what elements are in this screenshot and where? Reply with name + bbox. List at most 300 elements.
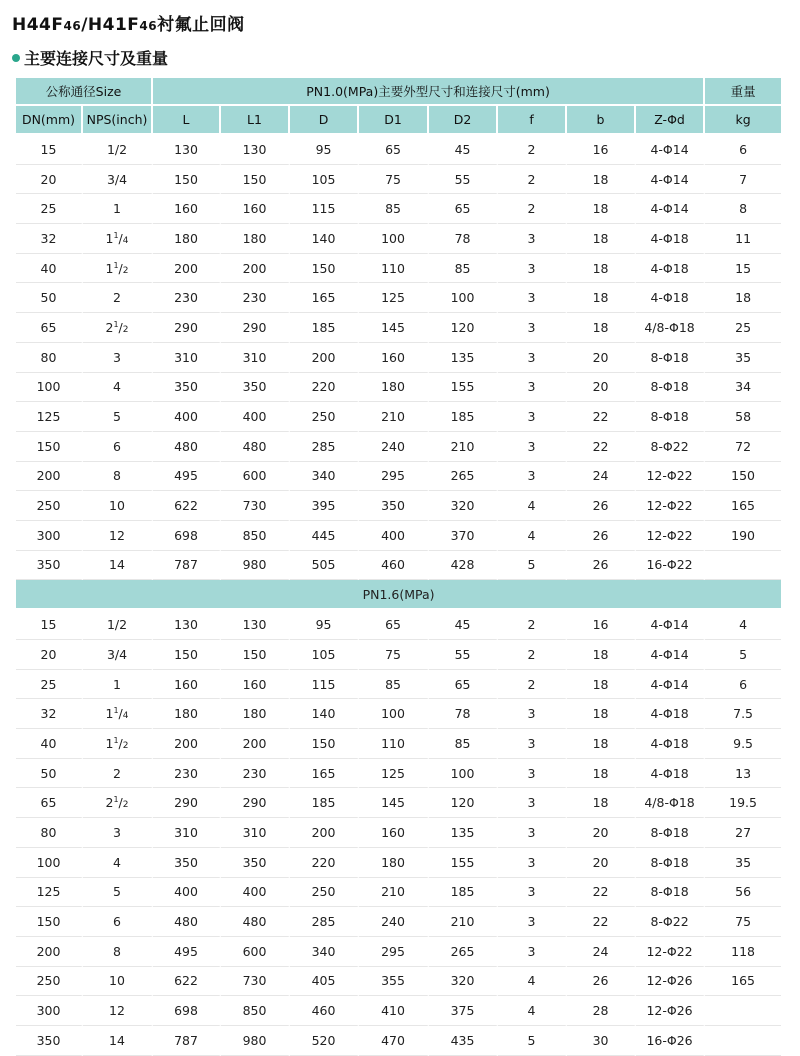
table-cell: 40 — [16, 729, 83, 759]
table-cell: 370 — [429, 521, 498, 551]
table-cell: 2 — [83, 283, 153, 313]
table-cell: 26 — [567, 967, 636, 997]
table-cell: 220 — [290, 373, 359, 403]
table-cell: 3/4 — [83, 165, 153, 195]
table-cell: 200 — [153, 254, 221, 284]
table-cell: 230 — [221, 759, 290, 789]
table-cell: 310 — [153, 343, 221, 373]
column-header: NPS(inch) — [83, 106, 153, 135]
table-cell: 8-Φ18 — [636, 818, 705, 848]
table-cell: 105 — [290, 640, 359, 670]
table-cell: 4-Φ14 — [636, 165, 705, 195]
table-cell: 7 — [705, 165, 781, 195]
table-cell: 20 — [567, 848, 636, 878]
table-cell: 980 — [221, 551, 290, 581]
table-cell: 4 — [498, 521, 567, 551]
column-header: D — [290, 106, 359, 135]
table-cell: 135 — [429, 343, 498, 373]
table-cell: 160 — [153, 670, 221, 700]
table-cell: 787 — [153, 1026, 221, 1056]
table-cell: 80 — [16, 818, 83, 848]
table-cell: 75 — [359, 165, 429, 195]
table-cell: 3 — [498, 788, 567, 818]
table-cell: 18 — [567, 729, 636, 759]
table-cell: 150 — [153, 640, 221, 670]
table-cell: 16 — [567, 135, 636, 165]
table-cell: 95 — [290, 610, 359, 640]
table-cell: 180 — [221, 224, 290, 254]
table-cell: 4-Φ14 — [636, 670, 705, 700]
table-cell: 65 — [359, 610, 429, 640]
table-cell: 130 — [221, 135, 290, 165]
table-cell: 22 — [567, 878, 636, 908]
table-cell: 25 — [16, 670, 83, 700]
table-cell: 160 — [359, 818, 429, 848]
table-cell: 180 — [221, 699, 290, 729]
table-cell: 12-Φ22 — [636, 462, 705, 492]
table-cell: 3 — [498, 373, 567, 403]
table-cell: 290 — [221, 788, 290, 818]
table-cell: 250 — [16, 491, 83, 521]
table-cell: 850 — [221, 521, 290, 551]
table-row — [16, 491, 781, 521]
table-cell: 405 — [290, 967, 359, 997]
table-cell: 200 — [153, 729, 221, 759]
table-cell: 180 — [359, 848, 429, 878]
table-cell: 980 — [221, 1026, 290, 1056]
table-cell: 8 — [83, 462, 153, 492]
table-cell: 2 — [498, 640, 567, 670]
table-row — [16, 402, 781, 432]
table-cell: 400 — [153, 878, 221, 908]
table-cell: 65 — [16, 313, 83, 343]
size-group-header: 公称通径Size — [16, 78, 153, 106]
table-cell: 72 — [705, 432, 781, 462]
table-cell: 290 — [153, 788, 221, 818]
table-cell: $1^1/4$ — [83, 699, 153, 729]
table-cell: 200 — [290, 818, 359, 848]
section-heading — [12, 46, 168, 69]
table-cell: 1 — [83, 670, 153, 700]
table-cell: 3 — [498, 343, 567, 373]
table-cell: 350 — [16, 1026, 83, 1056]
table-cell: 95 — [290, 135, 359, 165]
section-heading-text: 主要连接尺寸及重量 — [24, 49, 169, 68]
table-cell: 15 — [16, 610, 83, 640]
table-cell: 165 — [705, 491, 781, 521]
table-row — [16, 996, 781, 1026]
table-cell: 200 — [16, 462, 83, 492]
table-cell: 230 — [153, 283, 221, 313]
table-cell: 100 — [16, 373, 83, 403]
table-cell: 350 — [153, 848, 221, 878]
table-row — [16, 1026, 781, 1056]
table-cell: 180 — [153, 224, 221, 254]
table-cell: 2 — [498, 670, 567, 700]
table-cell: 3 — [498, 937, 567, 967]
table-cell: 290 — [153, 313, 221, 343]
table-cell: 45 — [429, 610, 498, 640]
table-cell: 2 — [498, 610, 567, 640]
table-cell: 210 — [429, 907, 498, 937]
table-cell: 400 — [153, 402, 221, 432]
table-cell: 25 — [705, 313, 781, 343]
table-row — [16, 699, 781, 729]
table-row — [16, 937, 781, 967]
table-row — [16, 224, 781, 254]
table-cell: 105 — [290, 165, 359, 195]
table-cell: 470 — [359, 1026, 429, 1056]
table-cell: 65 — [16, 788, 83, 818]
table-cell: 600 — [221, 462, 290, 492]
table-cell: 3 — [83, 343, 153, 373]
table-cell: 26 — [567, 521, 636, 551]
table-cell: 410 — [359, 996, 429, 1026]
table-cell: 185 — [429, 402, 498, 432]
table-cell: 495 — [153, 937, 221, 967]
table-cell: 250 — [16, 967, 83, 997]
table-cell: 18 — [567, 165, 636, 195]
table-cell: 200 — [290, 343, 359, 373]
table-cell: 180 — [153, 699, 221, 729]
table-cell: 1/2 — [83, 135, 153, 165]
table-cell — [705, 996, 781, 1026]
table-cell: 2 — [83, 759, 153, 789]
table-cell: 18 — [567, 254, 636, 284]
table-cell: 9.5 — [705, 729, 781, 759]
table-cell: 145 — [359, 788, 429, 818]
table-cell: 395 — [290, 491, 359, 521]
table-cell: 265 — [429, 462, 498, 492]
table-row — [16, 254, 781, 284]
table-cell: 285 — [290, 907, 359, 937]
table-cell: 295 — [359, 937, 429, 967]
table-cell: 230 — [221, 283, 290, 313]
table-cell: 622 — [153, 491, 221, 521]
table-cell: 8-Φ22 — [636, 907, 705, 937]
table-cell: 11 — [705, 224, 781, 254]
table-cell: 14 — [83, 1026, 153, 1056]
table-cell: 310 — [221, 343, 290, 373]
table-cell: 26 — [567, 551, 636, 581]
table-cell: 130 — [153, 610, 221, 640]
table-cell: 340 — [290, 462, 359, 492]
table-cell: 5 — [498, 551, 567, 581]
table-cell: 85 — [359, 670, 429, 700]
table-cell: 45 — [429, 135, 498, 165]
table-cell: 8 — [83, 937, 153, 967]
table-cell: 18 — [567, 224, 636, 254]
table-cell: 285 — [290, 432, 359, 462]
table-cell: 3 — [498, 818, 567, 848]
table-cell: 75 — [359, 640, 429, 670]
title-part: H44F — [12, 15, 64, 35]
column-header: L1 — [221, 106, 290, 135]
table-cell: 50 — [16, 759, 83, 789]
table-cell: 730 — [221, 491, 290, 521]
table-cell: 8-Φ18 — [636, 848, 705, 878]
table-cell: 698 — [153, 996, 221, 1026]
table-cell: 3 — [498, 224, 567, 254]
table-cell: 5 — [83, 878, 153, 908]
table-cell: 3 — [498, 283, 567, 313]
table-cell: 8-Φ18 — [636, 878, 705, 908]
spec-table — [16, 78, 781, 1056]
table-cell: 240 — [359, 432, 429, 462]
table-cell: 3 — [498, 907, 567, 937]
bullet-dot-icon — [12, 54, 20, 62]
table-cell: 118 — [705, 937, 781, 967]
table-cell: 3 — [498, 699, 567, 729]
table-cell: 150 — [221, 165, 290, 195]
table-cell: 110 — [359, 729, 429, 759]
table-cell: 4/8-Φ18 — [636, 313, 705, 343]
table-cell: 4 — [83, 848, 153, 878]
table-cell: 160 — [221, 670, 290, 700]
table-cell: 150 — [16, 432, 83, 462]
table-cell: 165 — [290, 759, 359, 789]
table-cell: 100 — [429, 283, 498, 313]
table-cell: 180 — [359, 373, 429, 403]
table-cell: 2 — [498, 194, 567, 224]
table-cell: 100 — [359, 224, 429, 254]
table-cell: 5 — [498, 1026, 567, 1056]
table-cell: 12-Φ22 — [636, 491, 705, 521]
table-cell: 155 — [429, 848, 498, 878]
table-cell: $1^1/2$ — [83, 729, 153, 759]
table-cell: 155 — [429, 373, 498, 403]
table-cell: 80 — [16, 343, 83, 373]
title-subscript: 46 — [63, 19, 82, 33]
table-cell: 85 — [429, 254, 498, 284]
table-cell: 4 — [498, 491, 567, 521]
table-cell: 210 — [429, 432, 498, 462]
table-cell: 13 — [705, 759, 781, 789]
table-cell: 480 — [153, 907, 221, 937]
table-cell: 3 — [498, 402, 567, 432]
table-cell: 6 — [705, 670, 781, 700]
table-cell: 3/4 — [83, 640, 153, 670]
table-cell: 12-Φ26 — [636, 996, 705, 1026]
table-row — [16, 432, 781, 462]
table-cell: 2 — [498, 135, 567, 165]
table-cell: 6 — [83, 432, 153, 462]
table-cell: 165 — [705, 967, 781, 997]
table-cell: 787 — [153, 551, 221, 581]
table-cell: 12-Φ26 — [636, 967, 705, 997]
dims-group-header: PN1.0(MPa)主要外型尺寸和连接尺寸(mm) — [153, 78, 705, 106]
table-cell: 150 — [290, 254, 359, 284]
column-header: b — [567, 106, 636, 135]
table-cell: 135 — [429, 818, 498, 848]
table-cell: 65 — [359, 135, 429, 165]
table-row — [16, 165, 781, 195]
table-cell: 18 — [705, 283, 781, 313]
table-cell: 160 — [153, 194, 221, 224]
table-cell: 6 — [705, 135, 781, 165]
table-cell: 130 — [153, 135, 221, 165]
table-cell: 100 — [16, 848, 83, 878]
table-row — [16, 343, 781, 373]
table-cell: 8-Φ22 — [636, 432, 705, 462]
table-cell: 85 — [359, 194, 429, 224]
table-cell: 150 — [153, 165, 221, 195]
table-cell: 100 — [429, 759, 498, 789]
table-cell: 56 — [705, 878, 781, 908]
table-cell: 160 — [221, 194, 290, 224]
table-cell: $1^1/4$ — [83, 224, 153, 254]
table-cell: 4-Φ14 — [636, 610, 705, 640]
table-row — [16, 788, 781, 818]
table-cell: 18 — [567, 670, 636, 700]
table-cell: 120 — [429, 313, 498, 343]
table-cell: 185 — [290, 788, 359, 818]
table-cell: 350 — [153, 373, 221, 403]
table-row — [16, 670, 781, 700]
table-cell: 20 — [567, 373, 636, 403]
table-cell: 4 — [705, 610, 781, 640]
table-cell: 210 — [359, 878, 429, 908]
table-cell: 18 — [567, 759, 636, 789]
table-cell: 350 — [359, 491, 429, 521]
title-part: /H41F — [81, 15, 140, 35]
table-cell: 10 — [83, 967, 153, 997]
pn16-band-row — [16, 580, 781, 610]
table-cell: 27 — [705, 818, 781, 848]
table-row — [16, 194, 781, 224]
column-header: Z-Φd — [636, 106, 705, 135]
table-cell: 20 — [567, 818, 636, 848]
table-cell: 8-Φ18 — [636, 402, 705, 432]
table-cell: 78 — [429, 699, 498, 729]
table-cell: 185 — [429, 878, 498, 908]
table-cell: 240 — [359, 907, 429, 937]
table-cell: 20 — [567, 343, 636, 373]
table-row — [16, 610, 781, 640]
table-cell: 340 — [290, 937, 359, 967]
table-cell: 850 — [221, 996, 290, 1026]
table-cell: 12-Φ22 — [636, 937, 705, 967]
table-cell: 130 — [221, 610, 290, 640]
table-cell: 145 — [359, 313, 429, 343]
table-cell: 10 — [83, 491, 153, 521]
table-cell: 5 — [705, 640, 781, 670]
table-cell: 1/2 — [83, 610, 153, 640]
table-cell: 125 — [359, 283, 429, 313]
table-cell: 28 — [567, 996, 636, 1026]
table-cell: 350 — [16, 551, 83, 581]
table-cell: 30 — [567, 1026, 636, 1056]
table-cell: 150 — [705, 462, 781, 492]
table-cell: 35 — [705, 343, 781, 373]
table-cell: 22 — [567, 907, 636, 937]
table-cell: 4 — [498, 967, 567, 997]
table-cell: 4-Φ18 — [636, 699, 705, 729]
table-cell: 300 — [16, 996, 83, 1026]
table-cell: $2^1/2$ — [83, 788, 153, 818]
table-cell: 520 — [290, 1026, 359, 1056]
table-cell: 35 — [705, 848, 781, 878]
table-cell: 50 — [16, 283, 83, 313]
table-cell: 4/8-Φ18 — [636, 788, 705, 818]
table-row — [16, 967, 781, 997]
table-row — [16, 818, 781, 848]
table-row — [16, 551, 781, 581]
table-cell: 125 — [359, 759, 429, 789]
table-cell: 5 — [83, 402, 153, 432]
table-cell — [705, 1026, 781, 1056]
table-cell: 3 — [498, 432, 567, 462]
table-cell: 185 — [290, 313, 359, 343]
table-cell: 350 — [221, 373, 290, 403]
table-cell: 4-Φ14 — [636, 194, 705, 224]
table-cell: 100 — [359, 699, 429, 729]
table-cell: 460 — [290, 996, 359, 1026]
table-cell: 16-Φ22 — [636, 551, 705, 581]
table-row — [16, 135, 781, 165]
pn16-rows — [16, 610, 781, 1055]
header-row-groups — [16, 78, 781, 106]
table-cell: 480 — [153, 432, 221, 462]
table-cell: 4-Φ18 — [636, 254, 705, 284]
table-cell: 250 — [290, 402, 359, 432]
table-cell: 18 — [567, 283, 636, 313]
table-cell: 75 — [705, 907, 781, 937]
table-cell: 350 — [221, 848, 290, 878]
table-cell: 1 — [83, 194, 153, 224]
table-cell: 125 — [16, 878, 83, 908]
weight-group-header: 重量 — [705, 78, 781, 106]
table-cell: 55 — [429, 165, 498, 195]
table-cell: 3 — [498, 848, 567, 878]
table-row — [16, 283, 781, 313]
table-cell: 32 — [16, 224, 83, 254]
table-cell: 4-Φ14 — [636, 135, 705, 165]
table-cell: 3 — [498, 254, 567, 284]
table-cell: 3 — [498, 729, 567, 759]
table-cell: 290 — [221, 313, 290, 343]
table-cell: 4-Φ18 — [636, 759, 705, 789]
table-cell: 375 — [429, 996, 498, 1026]
column-header: D1 — [359, 106, 429, 135]
table-cell: 19.5 — [705, 788, 781, 818]
table-cell: 3 — [498, 878, 567, 908]
table-cell: 18 — [567, 313, 636, 343]
table-cell: 310 — [153, 818, 221, 848]
table-cell: 250 — [290, 878, 359, 908]
table-cell: 150 — [16, 907, 83, 937]
table-row — [16, 313, 781, 343]
table-cell: $1^1/2$ — [83, 254, 153, 284]
table-cell: 18 — [567, 699, 636, 729]
column-header: D2 — [429, 106, 498, 135]
table-cell: 310 — [221, 818, 290, 848]
table-cell: 3 — [498, 313, 567, 343]
table-cell: 230 — [153, 759, 221, 789]
column-header: DN(mm) — [16, 106, 83, 135]
table-cell: 400 — [221, 402, 290, 432]
table-cell: 78 — [429, 224, 498, 254]
table-cell: 6 — [83, 907, 153, 937]
table-cell: 16-Φ26 — [636, 1026, 705, 1056]
column-header: kg — [705, 106, 781, 135]
table-cell: 320 — [429, 967, 498, 997]
table-cell: 495 — [153, 462, 221, 492]
column-header: L — [153, 106, 221, 135]
table-cell: 24 — [567, 937, 636, 967]
table-cell: 4 — [498, 996, 567, 1026]
table-cell: 4-Φ14 — [636, 640, 705, 670]
